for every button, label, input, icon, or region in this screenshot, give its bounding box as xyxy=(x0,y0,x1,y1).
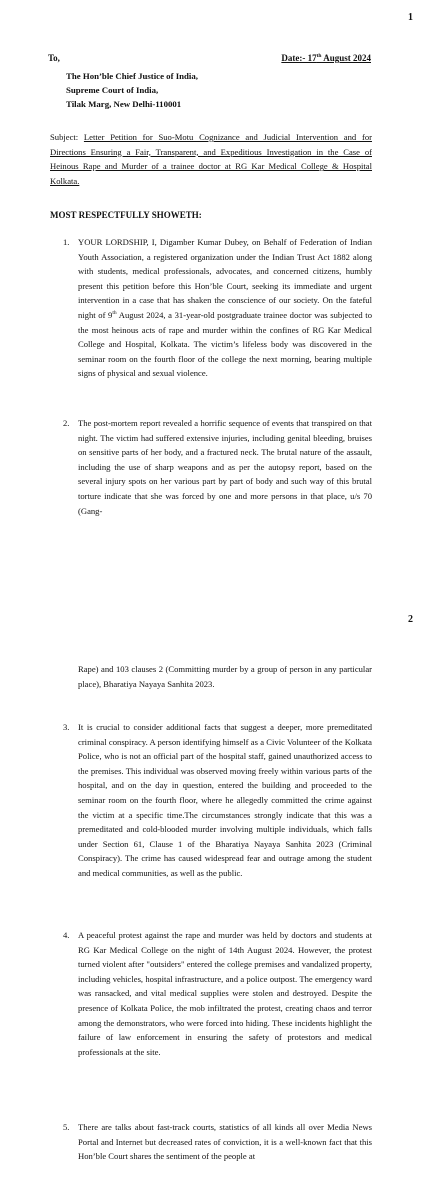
addressee-line: Supreme Court of India, xyxy=(66,85,159,95)
addressee-line: Tilak Marg, New Delhi-110001 xyxy=(66,99,182,109)
paragraph-3: It is crucial to consider additional facts that suggest a deeper, more premeditated criminal conspiracy. A person identifying himself as a Civic Volunteer of the Kolkata Police, who is not an official part of the hospital staff, gained unauthorized access to the premises. This individual was observed moving freely within various parts of the hospital, and on the day in question, entered the building and proceeded to the seminar room on the fourth floor, where he allegedly committed the crime against the victim at a specific time.The circumstances strongly indicate that this was a premeditated and cold-blooded murder involving multiple individuals, which falls under Section 61, Clause 1 of the Bharatiya Nayaya Sanhita 2023 (Criminal Conspiracy). The crime has caused widespread fear and outrage among the student and medical communities, as well as the public. xyxy=(78,722,372,878)
paragraph-2-continued: Rape) and 103 clauses 2 (Committing murder by a group of person in any particular place), Bharatiya Nayaya Sanhita 2023. xyxy=(78,664,372,689)
paragraph-number: 2. xyxy=(63,418,70,428)
addressee-block xyxy=(66,69,198,111)
paragraph-1: YOUR LORDSHIP, I, Digamber Kumar Dubey, on Behalf of Federation of Indian Youth Association, a registered organization under the Indian Trust Act 1882 along with students, medical professionals, advocates, and concerned citizens, humbly present this petition before this Hon’ble Court, seeking its immediate and urgent intervention in a case that has shaken the conscience of our society. On the fateful night of 9th August 2024, a 31-year-old postgraduate trainee doctor was subjected to the most heinous acts of rape and murder within the confines of RG Kar Medical College and Hospital, Kolkata. The victim’s lifeless body was discovered in the seminar room on the fourth floor of the college the next morning, bearing multiple signs of physical and sexual violence. xyxy=(78,237,372,379)
paragraph-number: 3. xyxy=(63,722,70,732)
paragraph-5: There are talks about fast-track courts, statistics of all kinds all over Media News Portal and Internet but decreased rates of conviction, it is a well-known fact that this Hon’ble Court shares the sentiment of the people at xyxy=(78,1122,372,1162)
page-number: 1 xyxy=(408,12,413,23)
addressee-line: The Hon’ble Chief Justice of India, xyxy=(66,71,198,81)
subject: Subject: Letter Petition for Suo-Motu Cognizance and Judicial Intervention and for Directions Ensuring a Fair, Transparent, and Expeditious Investigation in the Case of Heinous Rape and Murder of a trainee doctor at RG Kar Medical College & Hospital Kolkata. xyxy=(50,132,372,186)
paragraph-number: 1. xyxy=(63,237,70,247)
salutation: MOST RESPECTFULLY SHOWETH: xyxy=(50,210,202,220)
paragraph-number: 4. xyxy=(63,930,70,940)
paragraph-4: A peaceful protest against the rape and murder was held by doctors and students at RG Kar Medical College on the night of 14th August 2024. However, the protest turned violent after "outsiders" entered the college premises and vandalized property, including vehicles, hospital infrastructure, and a police outpost. The emergency ward was ransacked, and vital medical supplies were stolen and destroyed. Despite the presence of Kolkata Police, the mob infiltrated the protest, creating chaos and terror among the demonstrators, who were forced into hiding. These incidents highlight the failure of law enforcement in ensuring the safety of protestors and medical professionals at the site. xyxy=(78,930,372,1057)
paragraph-2: The post-mortem report revealed a horrific sequence of events that transpired on that night. The victim had suffered extensive injuries, including genital bleeding, bruises on sensitive parts of her body, and a fractured neck. The brutal nature of the assault, including the use of sharp weapons and as per the autopsy report, based on the several injury spots on her various part by part of body and such way of this brutal torture indicate that she was forced by one and more persons in that place, u/s 70 (Gang- xyxy=(78,418,372,516)
to-label: To, xyxy=(48,53,60,63)
page-number: 2 xyxy=(408,614,413,625)
letter-date: Date:- 17th August 2024 xyxy=(281,53,371,63)
paragraph-number: 5. xyxy=(63,1122,70,1132)
